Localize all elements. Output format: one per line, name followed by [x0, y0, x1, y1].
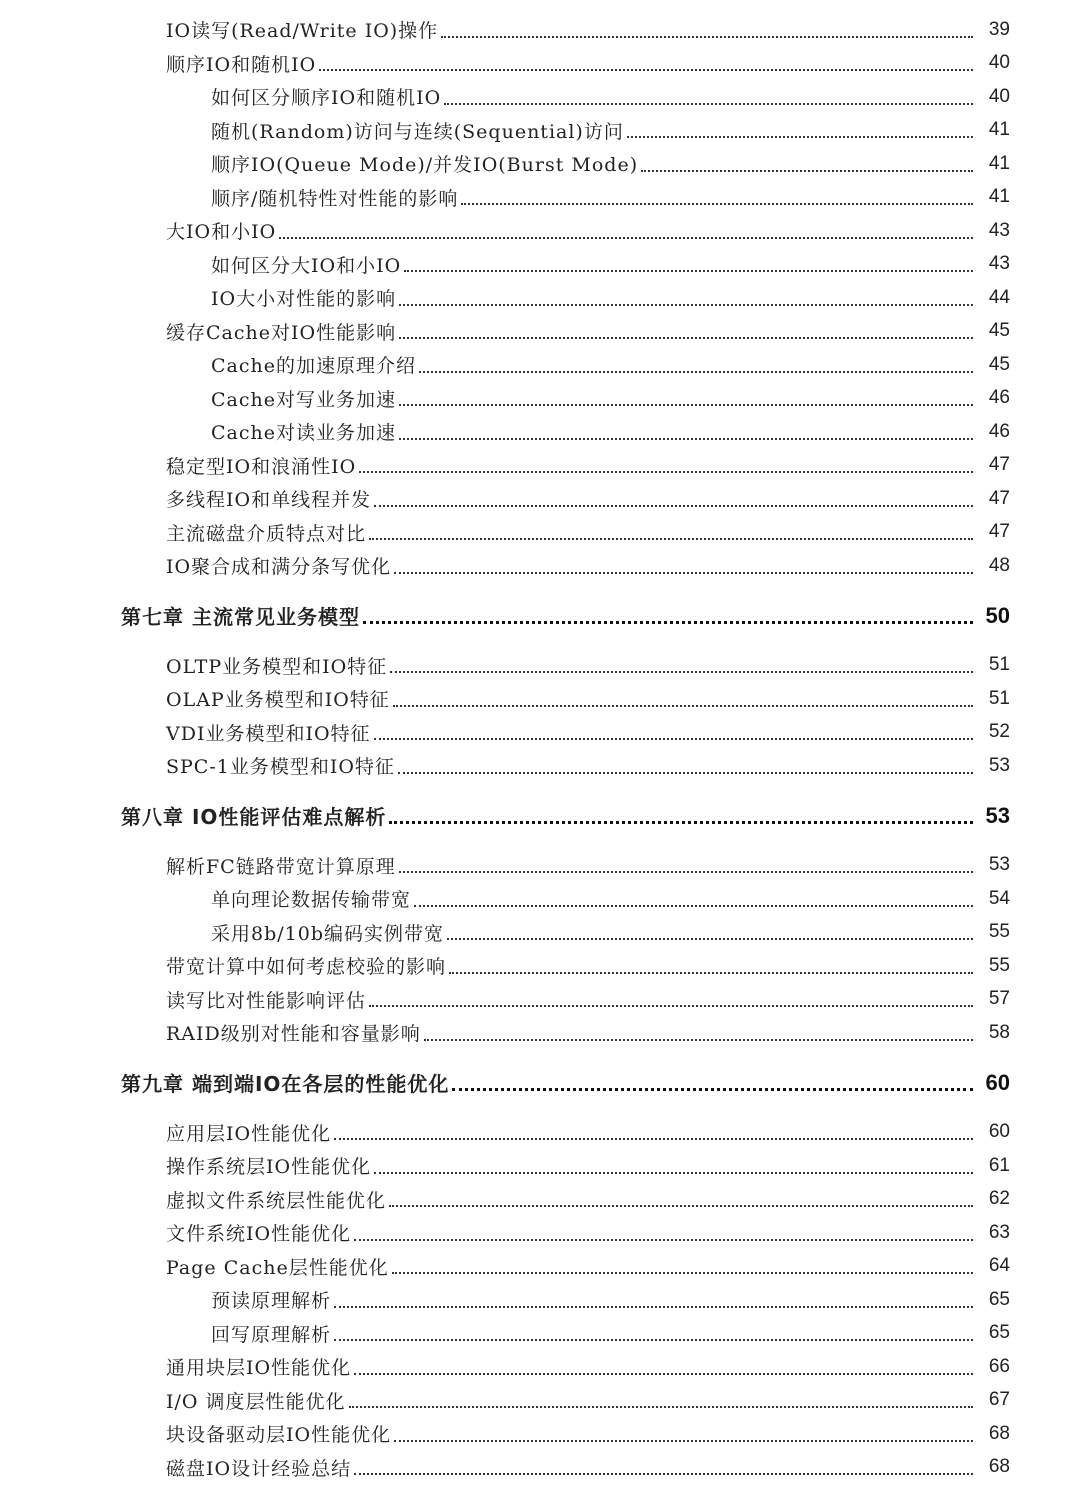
- toc-entry-title: 采用8b/10b编码实例带宽: [211, 922, 444, 945]
- toc-entry-title: 磁盘IO设计经验总结: [166, 1457, 352, 1480]
- toc-entry-page: 52: [988, 721, 1010, 743]
- toc-entry[interactable]: [0, 281, 1080, 315]
- toc-entry-page: 62: [988, 1188, 1010, 1210]
- dot-leader: [627, 136, 973, 138]
- toc-chapter-entry[interactable]: [0, 799, 1080, 833]
- toc-entry[interactable]: [0, 1149, 1080, 1183]
- toc-chapter-page: 60: [985, 1069, 1010, 1095]
- toc-entry-title: 缓存Cache对IO性能影响: [166, 321, 397, 344]
- toc-entry-title: 块设备驱动层IO性能优化: [166, 1424, 392, 1447]
- dot-leader: [354, 1239, 973, 1241]
- toc-entry-title: IO聚合成和满分条写优化: [166, 556, 392, 579]
- toc-entry-page: 41: [988, 119, 1010, 141]
- toc-entry-title: 多线程IO和单线程并发: [166, 489, 372, 512]
- toc-entry-title: 如何区分大IO和小IO: [211, 254, 402, 277]
- dot-leader: [394, 572, 973, 574]
- toc-entry[interactable]: [0, 1417, 1080, 1451]
- dot-leader: [414, 905, 973, 907]
- dot-leader: [334, 1138, 973, 1140]
- toc-entry-title: 稳定型IO和浪涌性IO: [166, 455, 357, 478]
- toc-entry-title: 主流磁盘介质特点对比: [166, 522, 367, 545]
- toc-entry[interactable]: [0, 214, 1080, 248]
- dot-leader: [399, 304, 973, 306]
- dot-leader: [399, 337, 973, 339]
- toc-entry-title: 解析FC链路带宽计算原理: [166, 855, 396, 878]
- toc-entry[interactable]: [0, 482, 1080, 516]
- toc-entry-page: 39: [988, 18, 1010, 40]
- toc-entry-title: 应用层IO性能优化: [166, 1122, 332, 1145]
- dot-leader: [461, 203, 973, 205]
- toc-entry-title: OLTP业务模型和IO特征: [166, 655, 388, 678]
- toc-entry-title: 操作系统层IO性能优化: [166, 1156, 372, 1179]
- toc-entry-page: 47: [988, 521, 1010, 543]
- toc-entry[interactable]: [0, 949, 1080, 983]
- toc-entry-title: 通用块层IO性能优化: [166, 1357, 352, 1380]
- toc-entry-page: 47: [988, 487, 1010, 509]
- toc-chapter-page: 50: [985, 602, 1010, 628]
- toc-entry[interactable]: [0, 1317, 1080, 1351]
- toc-entry[interactable]: [0, 1183, 1080, 1217]
- toc-entry-title: 大IO和小IO: [166, 221, 277, 244]
- dot-leader: [447, 938, 973, 940]
- dot-leader: [390, 671, 973, 673]
- dot-leader: [349, 1406, 973, 1408]
- toc-entry[interactable]: [0, 47, 1080, 81]
- toc-entry-title: I/O 调度层性能优化: [166, 1390, 346, 1413]
- toc-entry-title: 随机(Random)访问与连续(Sequential)访问: [211, 120, 624, 143]
- toc-entry[interactable]: [0, 983, 1080, 1017]
- toc-entry[interactable]: [0, 882, 1080, 916]
- toc-entry-page: 55: [988, 921, 1010, 943]
- toc-entry[interactable]: [0, 382, 1080, 416]
- toc-chapter-title: 第七章 主流常见业务模型: [121, 605, 360, 629]
- toc-entry[interactable]: [0, 1283, 1080, 1317]
- toc-entry-title: Page Cache层性能优化: [166, 1256, 389, 1279]
- toc-entry-title: 顺序/随机特性对性能的影响: [211, 187, 459, 210]
- toc-entry-title: 顺序IO(Queue Mode)/并发IO(Burst Mode): [211, 154, 639, 177]
- toc-entry-page: 63: [988, 1221, 1010, 1243]
- dot-leader: [354, 1373, 973, 1375]
- toc-entry[interactable]: [0, 1116, 1080, 1150]
- toc-entry-page: 43: [988, 253, 1010, 275]
- toc-entry[interactable]: [0, 348, 1080, 382]
- toc-entry-page: 57: [988, 988, 1010, 1010]
- toc-entry-page: 65: [988, 1288, 1010, 1310]
- toc-entry-title: OLAP业务模型和IO特征: [166, 689, 390, 712]
- dot-leader: [394, 1440, 973, 1442]
- toc-entry-page: 58: [988, 1021, 1010, 1043]
- dot-leader: [374, 1172, 973, 1174]
- toc-entry[interactable]: [0, 147, 1080, 181]
- toc-entry[interactable]: [0, 1250, 1080, 1284]
- toc-entry[interactable]: [0, 449, 1080, 483]
- toc-entry-title: Cache的加速原理介绍: [211, 355, 416, 378]
- toc-entry-page: 64: [988, 1255, 1010, 1277]
- toc-chapter-entry[interactable]: [0, 1066, 1080, 1100]
- dot-leader: [424, 1039, 973, 1041]
- dot-leader: [354, 1473, 973, 1475]
- toc-entry-page: 47: [988, 454, 1010, 476]
- toc-entry-page: 48: [988, 554, 1010, 576]
- toc-entry-title: 如何区分顺序IO和随机IO: [211, 87, 442, 110]
- toc-entry-title: IO大小对性能的影响: [211, 288, 397, 311]
- toc-entry-page: 54: [988, 887, 1010, 909]
- toc-entry[interactable]: [0, 80, 1080, 114]
- toc-chapter-title: 第九章 端到端IO在各层的性能优化: [121, 1072, 450, 1096]
- toc-entry-title: IO读写(Read/Write IO)操作: [166, 20, 439, 43]
- dot-leader: [369, 1005, 973, 1007]
- dot-leader: [452, 1088, 973, 1091]
- dot-leader: [449, 972, 973, 974]
- dot-leader: [334, 1339, 973, 1341]
- toc-chapter-title: 第八章 IO性能评估难点解析: [121, 805, 387, 829]
- toc-entry-page: 40: [988, 85, 1010, 107]
- toc-entry-page: 45: [988, 353, 1010, 375]
- toc-entry-title: RAID级别对性能和容量影响: [166, 1023, 421, 1046]
- toc-entry[interactable]: [0, 716, 1080, 750]
- dot-leader: [374, 505, 973, 507]
- toc-entry[interactable]: [0, 1216, 1080, 1250]
- toc-entry[interactable]: [0, 1350, 1080, 1384]
- toc-entry[interactable]: [0, 114, 1080, 148]
- dot-leader: [374, 738, 973, 740]
- dot-leader: [399, 438, 973, 440]
- table-of-contents: [0, 13, 1080, 1484]
- toc-entry-title: SPC-1业务模型和IO特征: [166, 756, 395, 779]
- toc-entry-page: 67: [988, 1389, 1010, 1411]
- toc-entry-page: 45: [988, 320, 1010, 342]
- toc-chapter-entry[interactable]: [0, 599, 1080, 633]
- toc-entry[interactable]: [0, 649, 1080, 683]
- dot-leader: [398, 772, 973, 774]
- toc-entry[interactable]: [0, 749, 1080, 783]
- toc-entry-page: 55: [988, 954, 1010, 976]
- dot-leader: [393, 705, 973, 707]
- toc-entry-page: 40: [988, 52, 1010, 74]
- dot-leader: [404, 270, 973, 272]
- toc-entry-title: 预读原理解析: [211, 1290, 332, 1313]
- toc-entry-title: 读写比对性能影响评估: [166, 989, 367, 1012]
- toc-entry[interactable]: [0, 1384, 1080, 1418]
- toc-entry[interactable]: [0, 13, 1080, 47]
- dot-leader: [399, 404, 973, 406]
- toc-entry-title: Cache对读业务加速: [211, 422, 396, 445]
- toc-entry-page: 51: [988, 687, 1010, 709]
- toc-entry-title: 带宽计算中如何考虑校验的影响: [166, 956, 447, 979]
- toc-entry[interactable]: [0, 549, 1080, 583]
- toc-entry[interactable]: [0, 1016, 1080, 1050]
- toc-entry-page: 53: [988, 854, 1010, 876]
- toc-entry-title: VDI业务模型和IO特征: [166, 722, 371, 745]
- toc-entry[interactable]: [0, 181, 1080, 215]
- toc-entry-title: 回写原理解析: [211, 1323, 332, 1346]
- toc-entry-title: 虚拟文件系统层性能优化: [166, 1189, 387, 1212]
- dot-leader: [392, 1272, 973, 1274]
- dot-leader: [279, 237, 973, 239]
- dot-leader: [419, 371, 973, 373]
- toc-chapter-page: 53: [985, 802, 1010, 828]
- toc-entry-page: 41: [988, 186, 1010, 208]
- toc-entry-page: 68: [988, 1422, 1010, 1444]
- toc-entry[interactable]: [0, 315, 1080, 349]
- toc-entry-page: 51: [988, 654, 1010, 676]
- toc-entry[interactable]: [0, 415, 1080, 449]
- toc-entry-page: 68: [988, 1456, 1010, 1478]
- toc-entry-page: 66: [988, 1355, 1010, 1377]
- toc-entry[interactable]: [0, 849, 1080, 883]
- dot-leader: [641, 170, 973, 172]
- toc-entry-page: 43: [988, 219, 1010, 241]
- dot-leader: [389, 821, 973, 824]
- dot-leader: [441, 36, 973, 38]
- toc-entry[interactable]: [0, 248, 1080, 282]
- toc-entry-page: 60: [988, 1121, 1010, 1143]
- toc-entry-page: 61: [988, 1154, 1010, 1176]
- toc-entry[interactable]: [0, 916, 1080, 950]
- dot-leader: [319, 69, 973, 71]
- dot-leader: [444, 103, 973, 105]
- toc-entry-page: 53: [988, 754, 1010, 776]
- toc-entry-title: 单向理论数据传输带宽: [211, 889, 412, 912]
- dot-leader: [369, 538, 973, 540]
- toc-entry-page: 44: [988, 286, 1010, 308]
- toc-entry-page: 46: [988, 420, 1010, 442]
- dot-leader: [389, 1205, 973, 1207]
- dot-leader: [363, 621, 973, 624]
- toc-entry-page: 65: [988, 1322, 1010, 1344]
- dot-leader: [359, 471, 973, 473]
- toc-entry[interactable]: [0, 682, 1080, 716]
- toc-entry-title: 文件系统IO性能优化: [166, 1223, 352, 1246]
- toc-entry-page: 41: [988, 152, 1010, 174]
- toc-entry[interactable]: [0, 1451, 1080, 1485]
- dot-leader: [399, 871, 973, 873]
- dot-leader: [334, 1306, 973, 1308]
- toc-entry-title: 顺序IO和随机IO: [166, 53, 317, 76]
- toc-entry[interactable]: [0, 516, 1080, 550]
- toc-entry-page: 46: [988, 387, 1010, 409]
- toc-entry-title: Cache对写业务加速: [211, 388, 396, 411]
